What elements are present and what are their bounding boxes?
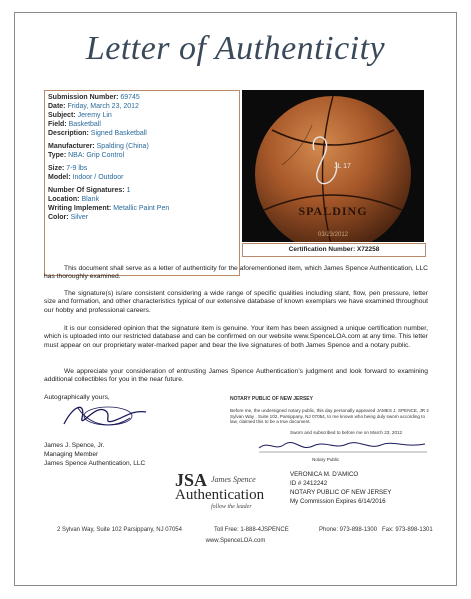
footer-tollfree: Toll Free: 1-888-4JSPENCE: [214, 527, 289, 533]
certification-number: X72258: [356, 246, 380, 253]
basketball-photo: [242, 90, 424, 242]
certification-label: Certification Number:: [288, 246, 356, 253]
logo-jsa: JSA: [175, 470, 208, 490]
detail-value: Friday, March 23, 2012: [67, 103, 139, 110]
paragraph-3: It is our considered opinion that the signature item is genuine. Your item has been assigned a unique certification number, which is uploaded into our restricted database and can be confirmed on our website www.SpenceLOA.com at any time. This letter must appear on our proprietary water-marked paper and bear the live signatures of both James Spence and a notary public.: [44, 325, 428, 349]
detail-row: [48, 196, 99, 204]
detail-row: [48, 112, 112, 120]
notary-signature-label: Notary Public: [312, 457, 340, 462]
detail-value: Metallic Paint Pen: [113, 205, 170, 212]
detail-label: Submission Number:: [48, 94, 119, 101]
detail-value: Basketball: [68, 121, 101, 128]
notary-signature: [255, 436, 430, 456]
notary-text: Before me, the undersigned notary public, this day personally appeared JAMES J. SPENCE, JR 2 Sylvan Way , Suite 102, Parsippany, NJ 07054, to me known who being duly sworn according to law, claimed this to be a true document.: [230, 408, 429, 425]
detail-label: Writing Implement:: [48, 205, 112, 212]
detail-value: Blank: [81, 196, 99, 203]
detail-row: [48, 103, 139, 111]
jsa-logo: [175, 470, 285, 516]
photo-date-stamp: 03/23/2012: [317, 232, 349, 238]
logo-word: Authentication: [175, 487, 265, 503]
signer-title: Managing Member: [44, 451, 99, 458]
notary-stamp: [290, 470, 391, 506]
paragraph-4: We appreciate your consideration of entrusting James Spence Authentication’s judgment and look forward to examining additional collectibles for you in the near future.: [44, 368, 428, 384]
detail-value: 7-9 lbs: [66, 165, 88, 172]
stamp-line: ID # 2412242: [290, 480, 328, 487]
detail-row: [48, 165, 87, 173]
detail-label: Description:: [48, 130, 89, 137]
detail-value: Jeremy Lin: [77, 112, 112, 119]
detail-label: Size:: [48, 165, 65, 172]
notary-sworn: Sworn and subscribed to before me on March 23, 2012: [290, 430, 403, 435]
detail-row: [48, 174, 124, 182]
detail-label: Field:: [48, 121, 67, 128]
stamp-line: My Commission Expires 6/14/2016: [290, 498, 386, 505]
stamp-line: VERONICA M. D'AMICO: [290, 471, 359, 478]
detail-row: [48, 121, 101, 129]
detail-value: NBA: Grip Control: [68, 152, 125, 159]
closing-text: Autographically yours,: [44, 394, 110, 401]
detail-label: Manufacturer:: [48, 143, 95, 150]
detail-value: Indoor / Outdoor: [72, 174, 124, 181]
footer-phone: Phone: 973-898-1300: [319, 527, 378, 533]
letter-title: Letter of Authenticity: [85, 30, 386, 67]
detail-label: Color:: [48, 214, 69, 221]
detail-label: Date:: [48, 103, 66, 110]
detail-label: Model:: [48, 174, 71, 181]
detail-value: 69745: [120, 94, 140, 101]
certification-box: [242, 243, 426, 257]
detail-value: 1: [126, 187, 131, 194]
detail-row: [48, 130, 147, 138]
ball-brand: SPALDING: [298, 204, 368, 218]
detail-row: [48, 214, 88, 222]
detail-row: [48, 152, 124, 160]
detail-label: Subject:: [48, 112, 76, 119]
logo-tagline: follow the leader: [211, 504, 252, 510]
detail-label: Type:: [48, 152, 67, 159]
notary-heading: NOTARY PUBLIC OF NEW JERSEY: [230, 396, 313, 402]
detail-row: [48, 187, 130, 195]
detail-value: Spalding (China): [96, 143, 149, 150]
signature-number: JL 17: [334, 163, 351, 170]
detail-row: [48, 94, 140, 102]
footer-fax: Fax: 973-898-1301: [382, 527, 433, 533]
logo-name: James Spence: [211, 475, 256, 484]
paragraph-1: This document shall serve as a letter of authenticity for the aforementioned item, which James Spence Authentication, LLC has thoroughly examined.: [44, 265, 428, 281]
detail-row: [48, 205, 169, 213]
detail-value: Silver: [70, 214, 89, 221]
detail-row: [48, 143, 149, 151]
signer-company: James Spence Authentication, LLC: [44, 460, 146, 467]
spence-signature: [60, 396, 150, 436]
detail-label: Location:: [48, 196, 80, 203]
basketball-image: [242, 90, 424, 242]
footer-website: www.SpenceLOA.com: [205, 538, 266, 544]
stamp-line: NOTARY PUBLIC OF NEW JERSEY: [290, 489, 392, 496]
detail-value: Signed Basketball: [90, 130, 147, 137]
signer-name: James J. Spence, Jr.: [44, 442, 105, 449]
footer-address: 2 Sylvan Way, Suite 102 Parsippany, NJ 07054: [57, 527, 182, 533]
detail-label: Number Of Signatures:: [48, 187, 125, 194]
paragraph-2: The signature(s) is/are consistent considering a wide range of specific qualities including slant, flow, pen pressure, letter size and formation, and other characteristics typical of our extensive database of known exemplars we have examined throughout our hobby and professional careers.: [44, 290, 428, 314]
